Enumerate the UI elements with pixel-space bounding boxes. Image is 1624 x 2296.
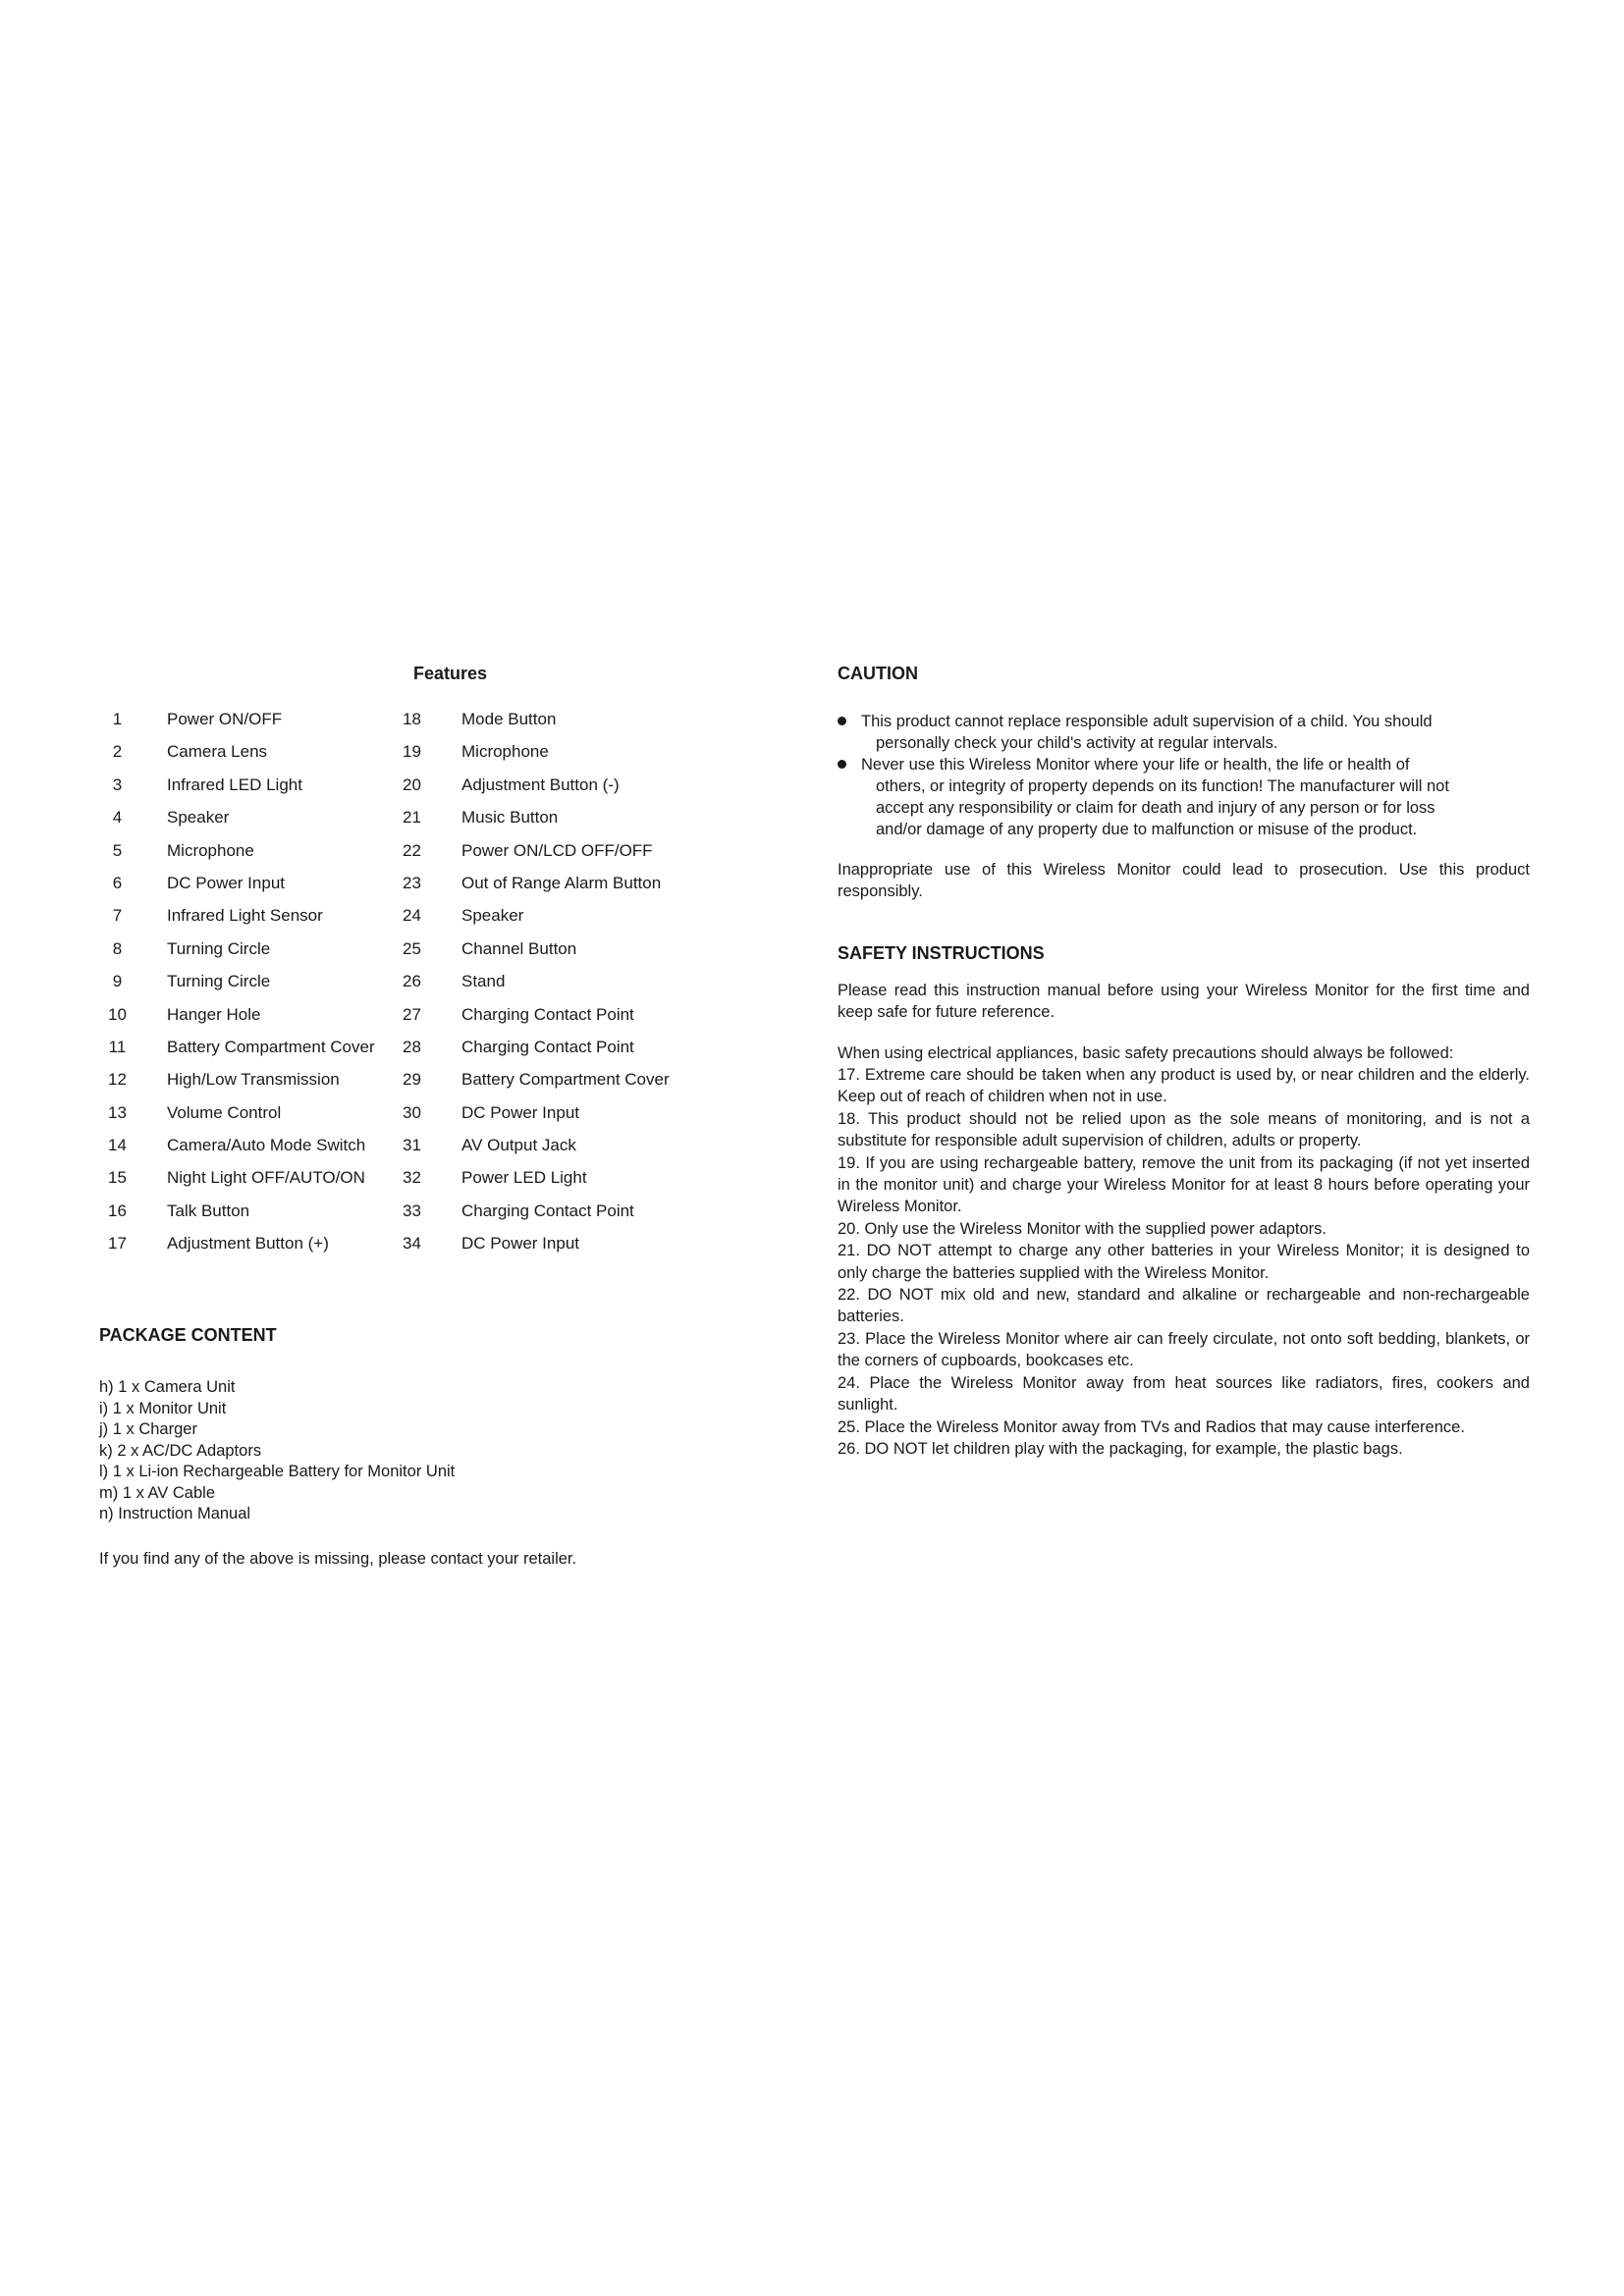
bullet-dot-icon xyxy=(838,717,846,725)
feature-number: 25 xyxy=(403,938,421,958)
feature-label: Charging Contact Point xyxy=(461,1201,634,1220)
package-item: h) 1 x Camera Unit xyxy=(99,1378,236,1396)
package-item: m) 1 x AV Cable xyxy=(99,1483,215,1502)
feature-label: Out of Range Alarm Button xyxy=(461,873,662,892)
precautions-intro-paragraph: When using electrical appliances, basic safety precautions should always be followed: xyxy=(838,1044,1454,1062)
feature-label: Camera/Auto Mode Switch xyxy=(167,1136,366,1155)
feature-label: Speaker xyxy=(167,808,230,828)
safety-item: 26. DO NOT let children play with the packaging, for example, the plastic bags. xyxy=(838,1439,1403,1458)
feature-item xyxy=(99,769,375,801)
feature-item xyxy=(99,965,375,997)
feature-number: 3 xyxy=(112,774,123,794)
bullet-line: others, or integrity of property depends on its function! The manufacturer will not xyxy=(876,777,1449,795)
feature-item xyxy=(394,1195,670,1227)
feature-item xyxy=(394,1063,670,1095)
feature-label: Adjustment Button (+) xyxy=(167,1234,329,1254)
feature-item xyxy=(99,834,375,867)
feature-item xyxy=(99,933,375,965)
feature-item xyxy=(394,867,670,899)
bullet-dot-icon xyxy=(838,760,846,769)
feature-item xyxy=(99,1195,375,1227)
feature-number: 34 xyxy=(403,1234,421,1254)
safety-item: 21. DO NOT attempt to charge any other batteries in your Wireless Monitor; it is designed to only charge the batteries supplied with the Wireless Monitor. xyxy=(838,1242,1530,1282)
feature-item xyxy=(99,1161,375,1194)
feature-label: Infrared LED Light xyxy=(167,774,302,794)
feature-item xyxy=(99,998,375,1031)
feature-item xyxy=(394,1031,670,1063)
feature-number: 23 xyxy=(403,873,421,892)
caution-title: CAUTION xyxy=(838,664,918,683)
feature-item xyxy=(99,1096,375,1129)
safety-item: 25. Place the Wireless Monitor away from TVs and Radios that may cause interference. xyxy=(838,1417,1465,1436)
feature-label: Adjustment Button (-) xyxy=(461,774,620,794)
package-content-title: PACKAGE CONTENT xyxy=(99,1325,277,1345)
package-content-list xyxy=(99,1377,728,1525)
feature-number: 15 xyxy=(108,1168,127,1188)
package-item: k) 2 x AC/DC Adaptors xyxy=(99,1441,262,1460)
feature-number: 8 xyxy=(112,938,123,958)
feature-label: Hanger Hole xyxy=(167,1004,261,1024)
feature-item xyxy=(99,801,375,833)
caution-bullet xyxy=(838,754,1530,840)
bullet-line: personally check your child's activity at regular intervals. xyxy=(876,734,1278,752)
feature-number: 33 xyxy=(403,1201,421,1220)
feature-item xyxy=(394,801,670,833)
feature-item xyxy=(99,1063,375,1095)
bullet-line: This product cannot replace responsible adult supervision of a child. You should xyxy=(861,713,1433,730)
feature-label: High/Low Transmission xyxy=(167,1070,340,1090)
safety-item: 22. DO NOT mix old and new, standard and alkaline or rechargeable and non-rechargeable batteries. xyxy=(838,1286,1530,1326)
feature-number: 10 xyxy=(108,1004,127,1024)
feature-item xyxy=(394,1227,670,1259)
bullet-line: accept any responsibility or claim for death and injury of any person or for loss xyxy=(876,799,1435,817)
features-column-1 xyxy=(99,703,375,1260)
feature-number: 30 xyxy=(403,1102,421,1122)
feature-item xyxy=(394,965,670,997)
feature-item xyxy=(99,867,375,899)
feature-label: Infrared Light Sensor xyxy=(167,906,323,926)
read-manual-paragraph: Please read this instruction manual before using your Wireless Monitor for the first time and keep safe for future reference. xyxy=(838,982,1530,1021)
feature-item xyxy=(394,899,670,932)
safety-instructions-list xyxy=(838,1064,1530,1460)
feature-number: 18 xyxy=(403,710,421,728)
feature-label: Talk Button xyxy=(167,1201,250,1220)
feature-item xyxy=(99,1031,375,1063)
feature-number: 2 xyxy=(112,742,123,762)
feature-item xyxy=(99,703,375,735)
feature-item xyxy=(99,735,375,768)
package-item: n) Instruction Manual xyxy=(99,1505,251,1522)
safety-item: 18. This product should not be relied upon as the sole means of monitoring, and is not a substitute for responsible adult supervision of children, adults or property. xyxy=(838,1109,1530,1150)
feature-item xyxy=(394,1129,670,1161)
left-column xyxy=(99,656,728,1568)
package-item: l) 1 x Li-ion Rechargeable Battery for Monitor Unit xyxy=(99,1463,456,1480)
feature-number: 5 xyxy=(112,840,123,860)
feature-label: DC Power Input xyxy=(167,873,285,892)
feature-label: Battery Compartment Cover xyxy=(461,1070,670,1090)
feature-label: Power ON/LCD OFF/OFF xyxy=(461,840,653,860)
feature-item xyxy=(394,933,670,965)
feature-number: 32 xyxy=(403,1168,421,1188)
feature-label: Music Button xyxy=(461,808,559,828)
feature-item xyxy=(394,703,670,735)
feature-label: DC Power Input xyxy=(461,1102,579,1122)
feature-number: 20 xyxy=(403,774,421,794)
feature-label: Charging Contact Point xyxy=(461,1004,634,1024)
feature-label: Night Light OFF/AUTO/ON xyxy=(167,1168,365,1188)
right-column xyxy=(838,656,1530,1460)
features-title: Features xyxy=(413,664,488,683)
feature-label: AV Output Jack xyxy=(461,1136,576,1155)
feature-item xyxy=(394,834,670,867)
feature-label: Battery Compartment Cover xyxy=(167,1037,375,1056)
package-content-section xyxy=(99,1325,728,1569)
feature-label: Charging Contact Point xyxy=(461,1037,634,1056)
feature-label: Stand xyxy=(461,972,506,991)
caution-bullets xyxy=(838,711,1530,840)
feature-label: Channel Button xyxy=(461,938,577,958)
feature-number: 7 xyxy=(112,906,123,926)
feature-item xyxy=(394,769,670,801)
bullet-line: and/or damage of any property due to malfunction or misuse of the product. xyxy=(876,821,1418,838)
feature-number: 29 xyxy=(403,1070,421,1090)
feature-number: 1 xyxy=(112,710,123,728)
feature-label: Mode Button xyxy=(461,710,557,728)
feature-label: Camera Lens xyxy=(167,742,268,762)
safety-item: 24. Place the Wireless Monitor away from heat sources like radiators, fires, cookers and sunlight. xyxy=(838,1373,1530,1415)
feature-item xyxy=(394,735,670,768)
feature-number: 31 xyxy=(403,1136,421,1155)
package-item: j) 1 x Charger xyxy=(99,1420,197,1438)
feature-number: 27 xyxy=(403,1004,421,1024)
feature-number: 22 xyxy=(403,840,421,860)
feature-number: 21 xyxy=(403,808,421,828)
inappropriate-use-paragraph: Inappropriate use of this Wireless Monitor could lead to prosecution. Use this product responsibly. xyxy=(838,861,1530,900)
package-missing-note: If you find any of the above is missing, please contact your retailer. xyxy=(99,1549,577,1568)
feature-number: 12 xyxy=(108,1070,127,1090)
feature-label: Power LED Light xyxy=(461,1168,587,1188)
feature-number: 6 xyxy=(112,873,123,892)
safety-item: 19. If you are using rechargeable battery, remove the unit from its packaging (if not yet inserted in the monitor unit) and charge your Wireless Monitor for at least 8 hours before operating your Wireless Monitor. xyxy=(838,1153,1530,1216)
bullet-line: Never use this Wireless Monitor where your life or health, the life or health of xyxy=(861,756,1410,774)
feature-number: 11 xyxy=(108,1037,127,1056)
feature-number: 26 xyxy=(403,972,421,991)
feature-label: Volume Control xyxy=(167,1102,282,1122)
feature-label: Speaker xyxy=(461,906,524,926)
feature-number: 13 xyxy=(108,1102,127,1122)
feature-number: 24 xyxy=(403,906,421,926)
feature-number: 28 xyxy=(403,1037,421,1056)
safety-item: 17. Extreme care should be taken when any product is used by, or near children and the elderly. Keep out of reach of children when not in use. xyxy=(838,1066,1530,1106)
safety-item: 23. Place the Wireless Monitor where air can freely circulate, not onto soft bedding, blankets, or the corners of cupboards, bookcases etc. xyxy=(838,1329,1530,1370)
feature-item xyxy=(394,1096,670,1129)
caution-bullet xyxy=(838,711,1530,754)
feature-number: 4 xyxy=(112,808,123,828)
feature-label: Turning Circle xyxy=(167,972,271,991)
feature-number: 17 xyxy=(108,1234,127,1254)
feature-number: 9 xyxy=(112,972,123,991)
feature-label: Turning Circle xyxy=(167,938,271,958)
feature-item xyxy=(394,1161,670,1194)
feature-item xyxy=(99,1129,375,1161)
feature-label: Microphone xyxy=(461,742,549,762)
feature-item xyxy=(99,899,375,932)
feature-item xyxy=(394,998,670,1031)
feature-label: Microphone xyxy=(167,840,254,860)
package-item: i) 1 x Monitor Unit xyxy=(99,1399,227,1417)
feature-number: 14 xyxy=(108,1136,127,1155)
safety-item: 20. Only use the Wireless Monitor with the supplied power adaptors. xyxy=(838,1219,1326,1238)
safety-instructions-title: SAFETY INSTRUCTIONS xyxy=(838,943,1045,963)
feature-label: Power ON/OFF xyxy=(167,710,283,728)
feature-number: 19 xyxy=(403,742,421,762)
feature-label: DC Power Input xyxy=(461,1234,579,1254)
feature-item xyxy=(99,1227,375,1259)
feature-number: 16 xyxy=(108,1201,127,1220)
features-column-2 xyxy=(394,703,670,1260)
